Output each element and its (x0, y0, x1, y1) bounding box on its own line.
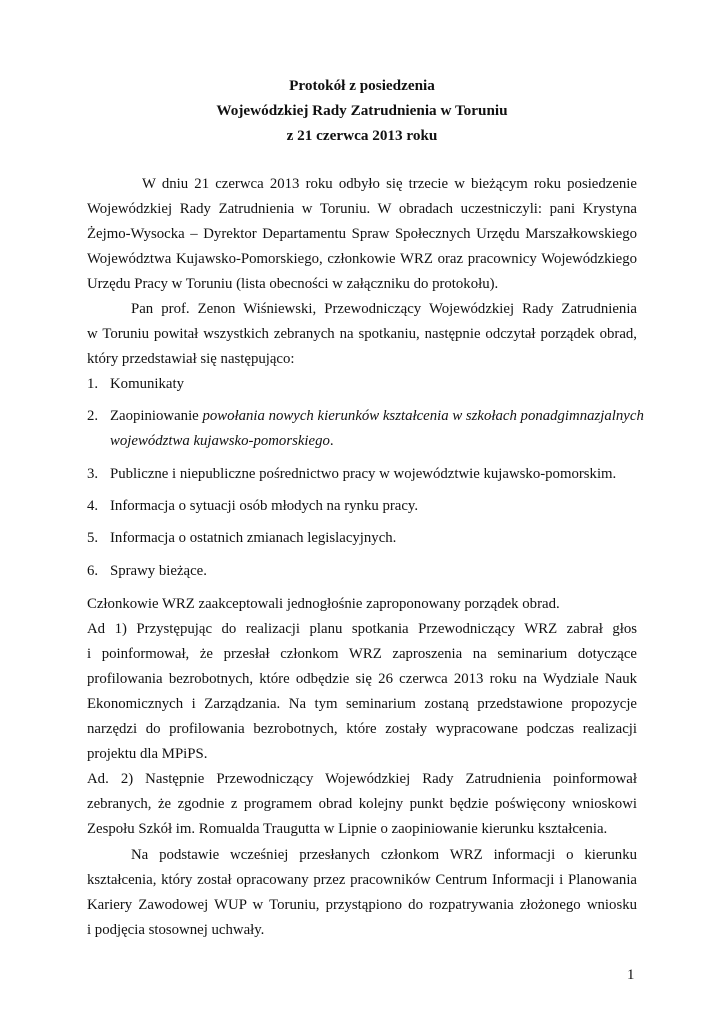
paragraph-3: Członkowie WRZ zaakceptowali jednogłośnie zaproponowany porządek obrad. (87, 596, 560, 612)
paragraph-2-line: Pan prof. Zenon Wiśniewski, Przewodniczący Wojewódzkiej Rady Zatrudnienia (131, 301, 637, 317)
agenda-number: 2. (87, 408, 99, 424)
agenda-item-2-prefix: Zaopiniowanie (110, 408, 203, 424)
agenda-item-4: Informacja o sytuacji osób młodych na rynku pracy. (110, 498, 419, 514)
agenda-item-2-italic: powołania nowych kierunków kształcenia w szkołach ponadgimnazjalnych (202, 408, 644, 424)
paragraph-6-line: kształcenia, który został opracowany przez pracowników Centrum Informacji i Planowania (87, 872, 637, 888)
title-line-1: Protokół z posiedzenia (289, 77, 435, 94)
paragraph-1-line: W dniu 21 czerwca 2013 roku odbyło się trzecie w bieżącym roku posiedzenie (142, 176, 637, 192)
paragraph-1-line: Wojewódzkiej Rady Zatrudnienia w Toruniu. W obradach uczestniczyli: pani Krystyna (87, 201, 637, 217)
title-line-2: Wojewódzkiej Rady Zatrudnienia w Toruniu (216, 102, 508, 119)
paragraph-1-line: Województwa Kujawsko-Pomorskiego, członkowie WRZ oraz pracownicy Wojewódzkiego (87, 251, 637, 267)
agenda-item-3: Publiczne i niepubliczne pośrednictwo pracy w województwie kujawsko-pomorskim. (110, 466, 617, 482)
agenda-item-6: Sprawy bieżące. (110, 563, 207, 579)
agenda-item-5: Informacja o ostatnich zmianach legislacyjnych. (110, 530, 397, 546)
paragraph-6-line: Na podstawie wcześniej przesłanych członkom WRZ informacji o kierunku (131, 847, 637, 863)
paragraph-4-line: profilowania bezrobotnych, które odbędzie się 26 czerwca 2013 roku na Wydziale Nauk (87, 671, 637, 687)
agenda-number: 5. (87, 530, 99, 546)
paragraph-5-line: zebranych, że zgodnie z programem obrad kolejny punkt będzie poświęcony wnioskowi (87, 796, 637, 812)
agenda-item-2-cont-end: . (329, 433, 334, 449)
paragraph-6-line: i podjęcia stosownej uchwały. (87, 922, 265, 938)
paragraph-4-line: narzędzi do profilowania bezrobotnych, które zostały wypracowane podczas realizacji (87, 721, 637, 737)
paragraph-6-line: Kariery Zawodowej WUP w Toruniu, przystąpiono do rozpatrywania złożonego wniosku (87, 897, 637, 913)
paragraph-1-line: Żejmo-Wysocka – Dyrektor Departamentu Spraw Społecznych Urzędu Marszałkowskiego (87, 226, 637, 242)
agenda-item-2 (110, 406, 644, 426)
paragraph-4-line: i poinformował, że przesłał członkom WRZ zaproszenia na seminarium dotyczące (87, 646, 637, 662)
agenda-number: 4. (87, 498, 99, 514)
paragraph-4-line: Ad 1) Przystępując do realizacji planu spotkania Przewodniczący WRZ zabrał głos (87, 621, 637, 637)
title-line-3: z 21 czerwca 2013 roku (286, 127, 438, 144)
agenda-number: 6. (87, 563, 99, 579)
agenda-number: 1. (87, 376, 99, 392)
agenda-item-1: Komunikaty (110, 376, 184, 392)
paragraph-2-line: w Toruniu powitał wszystkich zebranych na spotkaniu, następnie odczytał porządek obrad, (87, 326, 637, 342)
agenda-item-2-cont-italic: województwa kujawsko-pomorskiego (110, 433, 330, 449)
paragraph-1-line: Urzędu Pracy w Toruniu (lista obecności w załączniku do protokołu). (87, 276, 499, 292)
agenda-number: 3. (87, 466, 99, 482)
paragraph-4-line: projektu dla MPiPS. (87, 746, 208, 762)
paragraph-5-line: Ad. 2) Następnie Przewodniczący Wojewódzkiej Rady Zatrudnienia poinformował (87, 771, 637, 787)
page-number: 1 (627, 967, 635, 983)
paragraph-4-line: Ekonomicznych i Zarządzania. Na tym seminarium zostaną przedstawione propozycje (87, 696, 637, 712)
paragraph-5-line: Zespołu Szkół im. Romualda Traugutta w Lipnie o zaopiniowanie kierunku kształcenia. (87, 821, 608, 837)
paragraph-2-line: który przedstawiał się następująco: (87, 351, 295, 367)
agenda-item-2-continuation (110, 431, 637, 451)
